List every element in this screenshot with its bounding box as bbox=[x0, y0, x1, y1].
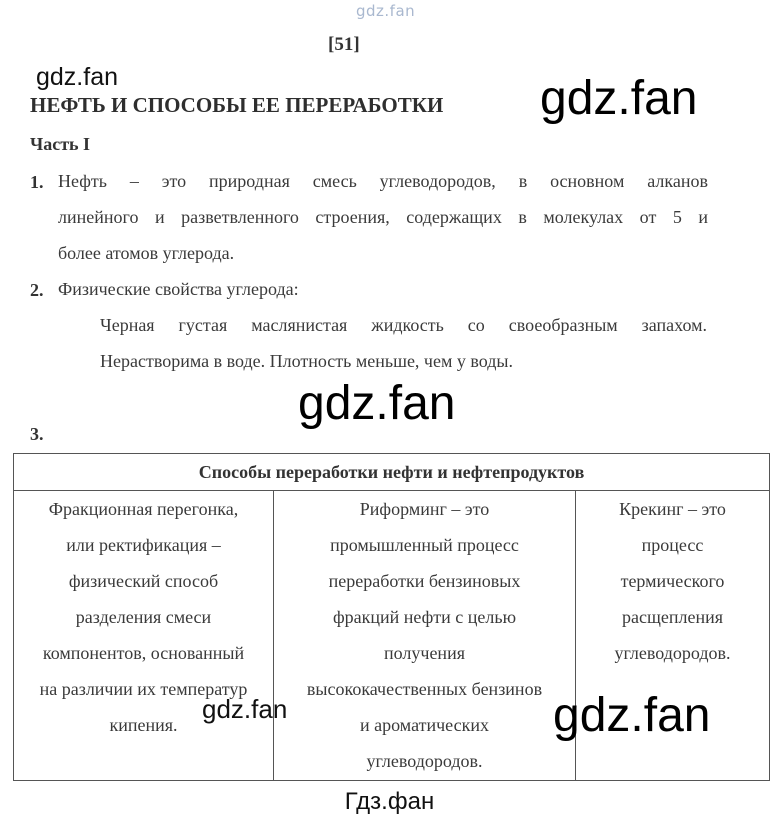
col-1-line: разделения смеси bbox=[75, 607, 212, 627]
col-1-line: Фракционная перегонка, bbox=[48, 499, 239, 519]
watermark-table-big: gdz.fan bbox=[553, 689, 711, 742]
item-3-number: 3. bbox=[30, 424, 44, 444]
col-1-line: или ректификация – bbox=[66, 535, 221, 555]
col-3-line: расщепления bbox=[622, 607, 723, 627]
item-1-line-3: более атомов углерода. bbox=[58, 243, 235, 263]
col-1-line: на различии их температур bbox=[39, 679, 248, 699]
table-header-row bbox=[14, 454, 770, 491]
col-2-line: Риформинг – это bbox=[359, 499, 490, 519]
col-2-line: переработки бензиновых bbox=[328, 571, 521, 591]
item-2-answer bbox=[100, 307, 707, 379]
watermark-left-small: gdz.fan bbox=[36, 63, 119, 91]
col-1-line: кипения. bbox=[109, 715, 178, 735]
col-3-line: термического bbox=[620, 571, 725, 591]
watermark-middle-big: gdz.fan bbox=[298, 377, 456, 430]
col-2-line: промышленный процесс bbox=[330, 535, 519, 555]
item-1-line-1: Нефть – это природная смесь углеводородов, в основном алканов bbox=[58, 171, 708, 191]
col-2-line: высококачественных бензинов bbox=[306, 679, 543, 699]
item-2-text: Физические свойства углерода: bbox=[58, 279, 299, 299]
item-1-number: 1. bbox=[30, 172, 44, 192]
col-2-line: и ароматических bbox=[360, 715, 489, 735]
footer-watermark: Гдз.фан bbox=[344, 788, 435, 815]
fractional-distillation-cell bbox=[14, 491, 274, 781]
item-2-answer-line-2: Нерастворима в воде. Плотность меньше, чем у воды. bbox=[100, 351, 513, 371]
page-number: [51] bbox=[328, 34, 360, 55]
item-1-line-2: линейного и разветвленного строения, содержащих в молекулах от 5 и bbox=[58, 207, 708, 227]
col-3-line: процесс bbox=[641, 535, 704, 555]
col-2-line: получения bbox=[384, 643, 465, 663]
col-3-line: углеводородов. bbox=[614, 643, 731, 663]
watermark-title-big: gdz.fan bbox=[540, 72, 698, 125]
page-title: НЕФТЬ И СПОСОБЫ ЕЕ ПЕРЕРАБОТКИ bbox=[30, 93, 444, 117]
reforming-cell bbox=[274, 491, 576, 781]
watermark-table-small: gdz.fan bbox=[202, 694, 288, 724]
watermark-top: gdz.fan bbox=[356, 2, 416, 20]
item-2-number: 2. bbox=[30, 280, 44, 300]
col-1-line: компонентов, основанный bbox=[42, 643, 245, 663]
col-2-line: фракций нефти с целью bbox=[332, 607, 517, 627]
col-2-line: углеводородов. bbox=[366, 751, 483, 771]
part-heading: Часть I bbox=[30, 134, 91, 154]
item-2-answer-line-1: Черная густая маслянистая жидкость со своеобразным запахом. bbox=[100, 315, 707, 335]
item-1-text bbox=[58, 163, 708, 271]
col-3-line: Крекинг – это bbox=[619, 499, 726, 519]
table-header: Способы переработки нефти и нефтепродуктов bbox=[14, 454, 770, 491]
col-1-line: физический способ bbox=[68, 571, 219, 591]
